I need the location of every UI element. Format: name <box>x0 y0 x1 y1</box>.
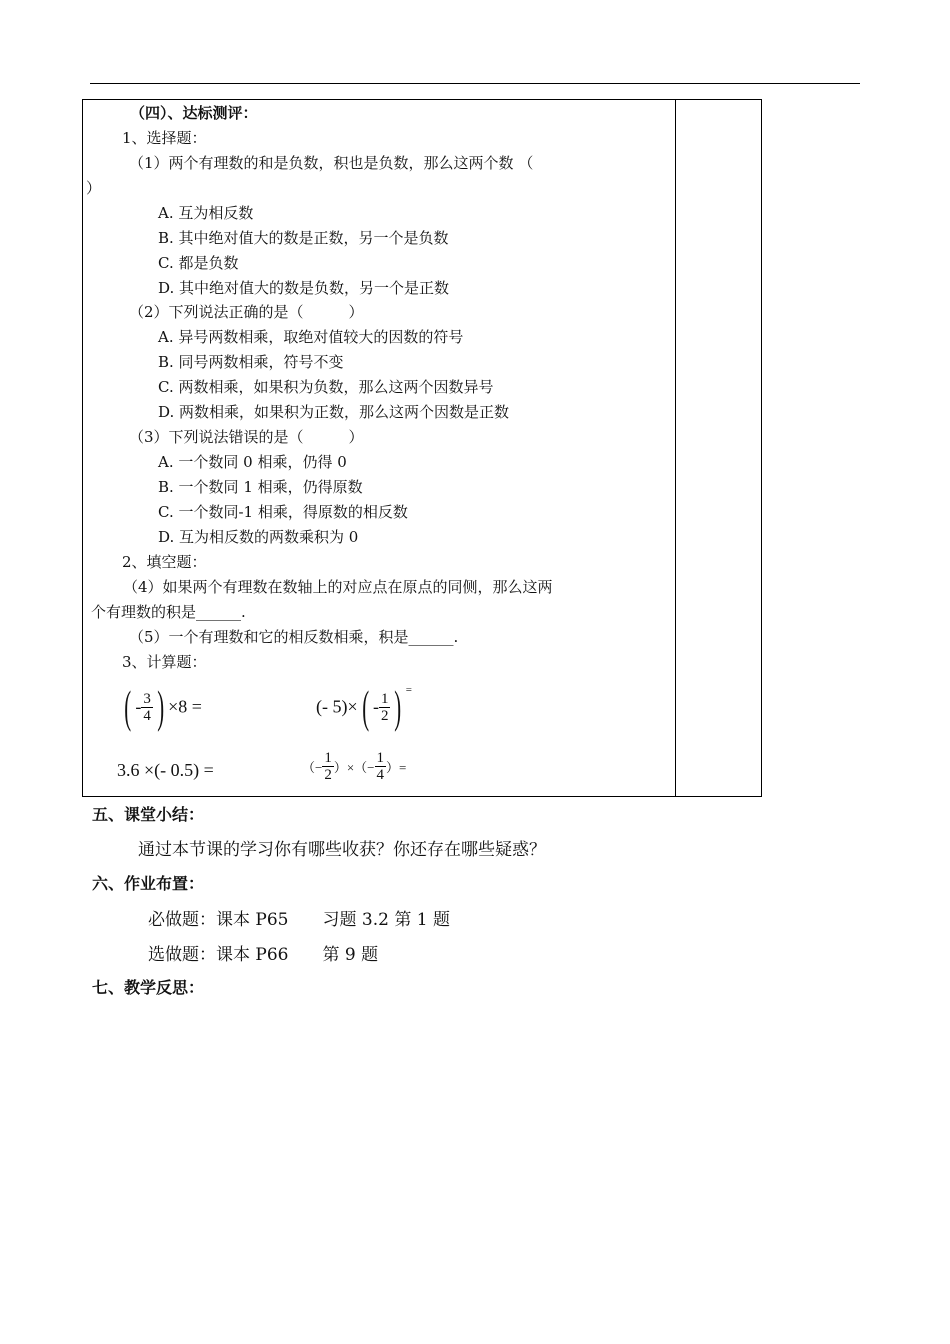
homework-optional: 选做题：课本 P66 第 9 题 <box>148 945 379 965</box>
calc-heading: 3、计算题： <box>122 653 207 671</box>
minus-sign: - <box>135 696 142 717</box>
header-rule <box>90 83 860 84</box>
numerator: 3 <box>143 690 151 707</box>
choice-heading: 1、选择题： <box>122 129 207 147</box>
left-paren: ( <box>124 681 132 732</box>
q2-option-b: B. 同号两数相乘，符号不变 <box>158 353 344 371</box>
homework-heading: 六、作业布置： <box>92 874 205 893</box>
q3-stem: （3）下列说法错误的是（ ） <box>129 428 364 446</box>
q2-option-a: A. 异号两数相乘，取绝对值较大的因数的符号 <box>158 328 464 346</box>
calc-expr-1 <box>120 681 202 732</box>
q1-option-d: D. 其中绝对值大的数是负数，另一个是正数 <box>158 279 450 297</box>
q2-option-d: D. 两数相乘，如果积为正数，那么这两个因数是正数 <box>158 403 510 421</box>
q3-option-a: A. 一个数同 0 相乘，仍得 0 <box>158 453 347 471</box>
denominator: 4 <box>143 707 151 724</box>
numerator: 1 <box>376 750 385 766</box>
calc-expr-3: 3.6 ×(- 0.5) = <box>117 760 214 780</box>
open-paren-minus: （− <box>302 760 323 775</box>
q3-option-b: B. 一个数同 1 相乘，仍得原数 <box>158 478 363 496</box>
denominator: 4 <box>376 767 385 783</box>
reflection-heading: 七、教学反思： <box>92 978 205 997</box>
table-column-divider <box>675 100 676 796</box>
q1-stem: （1）两个有理数的和是负数，积也是负数，那么这两个数 （ <box>129 154 534 172</box>
fraction-2 <box>375 750 387 783</box>
q4-line1: （4）如果两个有理数在数轴上的对应点在原点的同侧，那么这两 <box>123 578 553 596</box>
numerator: 1 <box>380 690 389 707</box>
times-sign: ）×（− <box>333 760 375 775</box>
q1-stem-tail: ） <box>86 179 102 197</box>
summary-text: 通过本节课的学习你有哪些收获？你还存在哪些疑惑？ <box>138 840 546 860</box>
minus-sign: - <box>372 696 379 717</box>
fraction <box>379 691 391 724</box>
expr-head: (- 5)× <box>316 696 358 717</box>
q3-option-d: D. 互为相反数的两数乘积为 0 <box>158 528 359 546</box>
calc-expr-4 <box>302 750 406 783</box>
expr-tail: ×8 = <box>168 696 202 717</box>
q5: （5）一个有理数和它的相反数相乘，积是______. <box>129 628 459 646</box>
q1-option-a: A. 互为相反数 <box>158 204 254 222</box>
close-paren-equals: ）= <box>386 760 407 775</box>
left-paren: ( <box>361 681 369 732</box>
denominator: 2 <box>380 707 389 724</box>
fill-heading: 2、填空题： <box>122 553 207 571</box>
q3-option-c: C. 一个数同-1 相乘，得原数的相反数 <box>158 503 408 521</box>
q1-option-c: C. 都是负数 <box>158 254 239 272</box>
q2-stem: （2）下列说法正确的是（ ） <box>129 303 364 321</box>
fraction-1 <box>322 750 334 783</box>
right-paren: ) <box>157 681 164 732</box>
q4-line2: 个有理数的积是______. <box>91 603 246 621</box>
denominator: 2 <box>324 767 332 783</box>
summary-heading: 五、课堂小结： <box>92 805 205 824</box>
homework-required: 必做题：课本 P65 习题 3.2 第 1 题 <box>148 910 450 930</box>
q2-option-c: C. 两数相乘，如果积为负数，那么这两个因数异号 <box>158 378 494 396</box>
numerator: 1 <box>324 750 332 766</box>
fraction <box>141 691 153 724</box>
calc-expr-2 <box>316 681 413 732</box>
equals-sign: = <box>405 684 413 696</box>
right-paren: ) <box>394 681 402 732</box>
assessment-heading: （四）、达标测评： <box>130 104 258 122</box>
q1-option-b: B. 其中绝对值大的数是正数，另一个是负数 <box>158 229 449 247</box>
